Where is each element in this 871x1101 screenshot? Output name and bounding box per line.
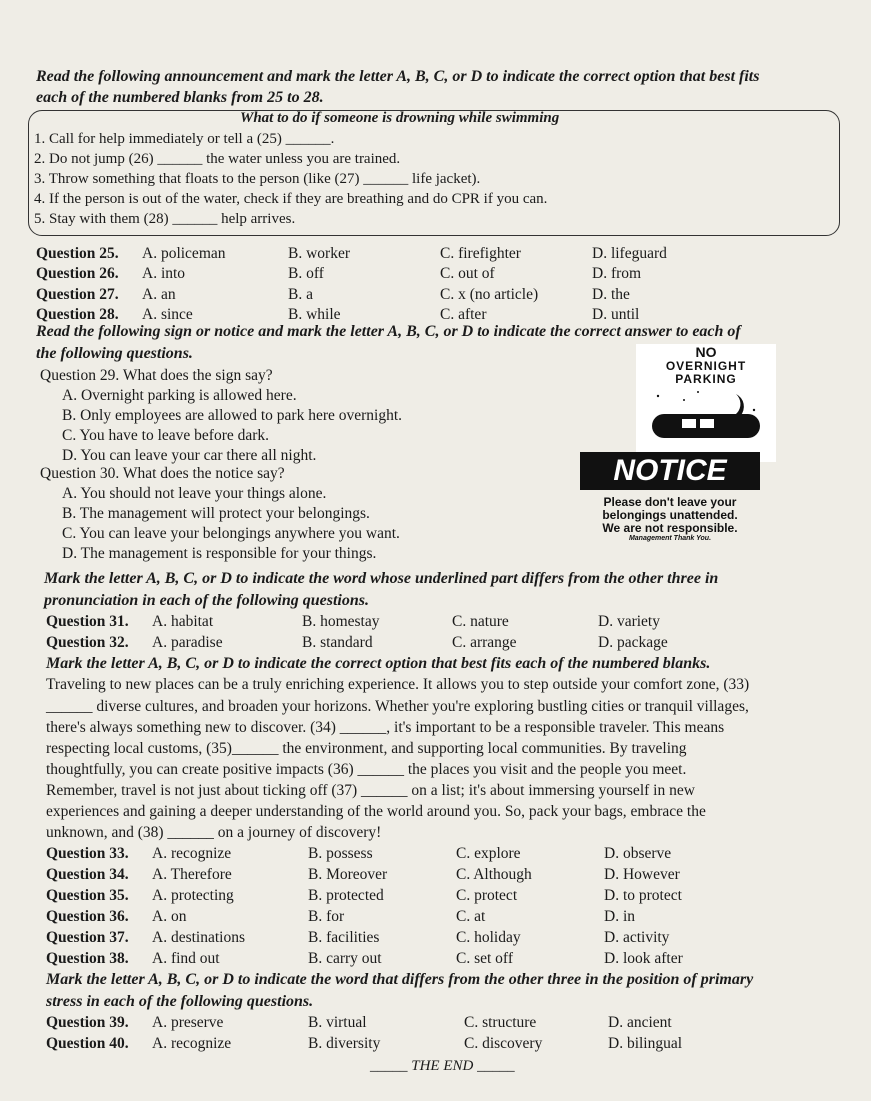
option-d[interactable]: D. ancient bbox=[608, 1014, 672, 1031]
option-c[interactable]: C. explore bbox=[456, 845, 521, 862]
option-d[interactable]: D. However bbox=[604, 866, 680, 883]
option-c[interactable]: C. nature bbox=[452, 613, 509, 630]
option-b[interactable]: B. possess bbox=[308, 845, 373, 862]
option-b[interactable]: B. for bbox=[308, 908, 345, 925]
option-b[interactable]: B. diversity bbox=[308, 1035, 381, 1052]
option-c[interactable]: C. out of bbox=[440, 265, 495, 282]
option-d[interactable]: D. variety bbox=[598, 613, 660, 630]
question-label: Question 32. bbox=[46, 634, 129, 651]
option-d[interactable]: D. You can leave your car there all night. bbox=[62, 447, 317, 464]
no-overnight-parking-sign bbox=[636, 344, 776, 462]
notice-sign bbox=[572, 452, 768, 550]
question-label: Question 26. bbox=[36, 265, 119, 282]
notice-line: Please don't leave your bbox=[603, 495, 737, 509]
option-d[interactable]: D. in bbox=[604, 908, 635, 925]
announcement-item: 1. Call for help immediately or tell a (25) ______. bbox=[34, 131, 335, 147]
option-a[interactable]: A. destinations bbox=[152, 929, 245, 946]
instruction-33-38: Mark the letter A, B, C, or D to indicate the correct option that best fits each of the numbered blanks. bbox=[46, 655, 711, 672]
instruction-29-30-line2: the following questions. bbox=[36, 345, 193, 362]
option-b[interactable]: B. The management will protect your belongings. bbox=[62, 505, 370, 522]
option-b[interactable]: B. a bbox=[288, 286, 313, 303]
option-a[interactable]: A. Therefore bbox=[152, 866, 232, 883]
question-label: Question 40. bbox=[46, 1035, 129, 1052]
option-b[interactable]: B. Only employees are allowed to park here overnight. bbox=[62, 407, 403, 424]
option-a[interactable]: A. an bbox=[142, 286, 176, 303]
passage-line: there's always something new to discover. (34) ______, it's important to be a responsible traveler. This means bbox=[46, 719, 725, 736]
option-c[interactable]: C. x (no article) bbox=[440, 286, 539, 303]
option-c[interactable]: C. discovery bbox=[464, 1035, 543, 1052]
option-b[interactable]: B. facilities bbox=[308, 929, 380, 946]
option-a[interactable]: A. recognize bbox=[152, 1035, 232, 1052]
option-b[interactable]: B. standard bbox=[302, 634, 373, 651]
question-label: Question 35. bbox=[46, 887, 129, 904]
passage-line: Remember, travel is not just about ticking off (37) ______ on a list; it's about immersing yourself in new bbox=[46, 782, 695, 799]
question-label: Question 39. bbox=[46, 1014, 129, 1031]
option-a[interactable]: A. You should not leave your things alone. bbox=[62, 485, 327, 502]
option-a[interactable]: A. recognize bbox=[152, 845, 232, 862]
question-label: Question 27. bbox=[36, 286, 119, 303]
option-d[interactable]: D. observe bbox=[604, 845, 672, 862]
option-b[interactable]: B. Moreover bbox=[308, 866, 388, 883]
option-d[interactable]: D. lifeguard bbox=[592, 245, 667, 262]
option-d[interactable]: D. the bbox=[592, 286, 630, 303]
instruction-25-28-line2: each of the numbered blanks from 25 to 28. bbox=[36, 89, 324, 106]
passage-line: thoughtfully, you can create positive impacts (36) ______ the places you visit and the people you meet. bbox=[46, 761, 687, 778]
option-a[interactable]: A. policeman bbox=[142, 245, 226, 262]
instruction-31-32-line2: pronunciation in each of the following questions. bbox=[44, 592, 369, 609]
option-d[interactable]: D. look after bbox=[604, 950, 683, 967]
option-a[interactable]: A. paradise bbox=[152, 634, 223, 651]
question-label: Question 37. bbox=[46, 929, 129, 946]
option-c[interactable]: C. firefighter bbox=[440, 245, 521, 262]
option-c[interactable]: C. You can leave your belongings anywhere you want. bbox=[62, 525, 400, 542]
option-d[interactable]: D. The management is responsible for your things. bbox=[62, 545, 377, 562]
announcement-item: 4. If the person is out of the water, check if they are breathing and do CPR if you can. bbox=[34, 191, 548, 207]
option-c[interactable]: C. arrange bbox=[452, 634, 517, 651]
option-a[interactable]: A. protecting bbox=[152, 887, 234, 904]
question-label: Question 25. bbox=[36, 245, 119, 262]
option-d[interactable]: D. package bbox=[598, 634, 668, 651]
option-b[interactable]: B. worker bbox=[288, 245, 350, 262]
question-label: Question 33. bbox=[46, 845, 129, 862]
instruction-39-40-line1: Mark the letter A, B, C, or D to indicate the word that differs from the other three in the position of primary bbox=[46, 971, 754, 988]
option-d[interactable]: D. to protect bbox=[604, 887, 682, 904]
option-c[interactable]: C. Although bbox=[456, 866, 532, 883]
instruction-29-30-line1: Read the following sign or notice and mark the letter A, B, C, or D to indicate the correct answer to each of bbox=[36, 323, 741, 340]
option-a[interactable]: A. since bbox=[142, 306, 193, 323]
passage-line: experiences and gaining a deeper understanding of the world around you. So, pack your bags, embrace the bbox=[46, 803, 706, 820]
question-label: Question 38. bbox=[46, 950, 129, 967]
announcement-item: 2. Do not jump (26) ______ the water unless you are trained. bbox=[34, 151, 401, 167]
option-d[interactable]: D. bilingual bbox=[608, 1035, 683, 1052]
notice-footer: Management Thank You. bbox=[628, 535, 712, 542]
option-c[interactable]: C. set off bbox=[456, 950, 513, 967]
announcement-item: 3. Throw something that floats to the person (like (27) ______ life jacket). bbox=[34, 171, 481, 187]
sign-line-no: NO bbox=[695, 344, 717, 360]
question-label: Question 36. bbox=[46, 908, 129, 925]
option-a[interactable]: A. on bbox=[152, 908, 187, 925]
question-label: Question 31. bbox=[46, 613, 129, 630]
question-label: Question 28. bbox=[36, 306, 119, 323]
option-c[interactable]: C. holiday bbox=[456, 929, 521, 946]
sign-line-overnight: OVERNIGHT bbox=[665, 359, 747, 373]
option-b[interactable]: B. virtual bbox=[308, 1014, 367, 1031]
instruction-31-32-line1: Mark the letter A, B, C, or D to indicate the word whose underlined part differs from the other three in bbox=[44, 570, 719, 587]
passage-line: Traveling to new places can be a truly enriching experience. It allows you to step outside your comfort zone, (33) bbox=[46, 676, 750, 693]
option-b[interactable]: B. protected bbox=[308, 887, 384, 904]
option-a[interactable]: A. into bbox=[142, 265, 186, 282]
option-c[interactable]: C. after bbox=[440, 306, 487, 323]
the-end: _____ THE END _____ bbox=[370, 1058, 515, 1074]
option-b[interactable]: B. while bbox=[288, 306, 341, 323]
passage-line: ______ diverse cultures, and broaden your horizons. Whether you're exploring bustling cities or tranquil villages, bbox=[46, 698, 749, 715]
option-c[interactable]: C. You have to leave before dark. bbox=[62, 427, 270, 444]
passage-line: unknown, and (38) ______ on a journey of discovery! bbox=[46, 824, 382, 841]
option-a[interactable]: A. find out bbox=[152, 950, 220, 967]
passage-line: respecting local customs, (35)______ the environment, and supporting local communities. By traveling bbox=[46, 740, 687, 757]
option-d[interactable]: D. until bbox=[592, 306, 640, 323]
instruction-25-28-line1: Read the following announcement and mark the letter A, B, C, or D to indicate the correct option that best fits bbox=[36, 68, 760, 85]
option-b[interactable]: B. carry out bbox=[308, 950, 382, 967]
notice-line: belongings unattended. bbox=[602, 508, 738, 522]
announcement-title: What to do if someone is drowning while swimming bbox=[240, 110, 560, 126]
instruction-39-40-line2: stress in each of the following questions. bbox=[46, 993, 314, 1010]
announcement-item: 5. Stay with them (28) ______ help arrives. bbox=[34, 211, 296, 227]
option-d[interactable]: D. from bbox=[592, 265, 642, 282]
option-c[interactable]: C. protect bbox=[456, 887, 518, 904]
sign-line-parking: PARKING bbox=[675, 372, 737, 386]
question-29-stem: Question 29. What does the sign say? bbox=[40, 367, 273, 384]
notice-line: We are not responsible. bbox=[602, 521, 738, 535]
option-c[interactable]: C. at bbox=[456, 908, 486, 925]
option-c[interactable]: C. structure bbox=[464, 1014, 537, 1031]
notice-header: NOTICE bbox=[580, 452, 760, 490]
moon-car-icon bbox=[636, 386, 776, 456]
option-a[interactable]: A. Overnight parking is allowed here. bbox=[62, 387, 297, 404]
question-30-stem: Question 30. What does the notice say? bbox=[40, 465, 285, 482]
option-a[interactable]: A. preserve bbox=[152, 1014, 224, 1031]
option-a[interactable]: A. habitat bbox=[152, 613, 214, 630]
option-d[interactable]: D. activity bbox=[604, 929, 670, 946]
option-b[interactable]: B. homestay bbox=[302, 613, 380, 630]
question-label: Question 34. bbox=[46, 866, 129, 883]
option-b[interactable]: B. off bbox=[288, 265, 324, 282]
